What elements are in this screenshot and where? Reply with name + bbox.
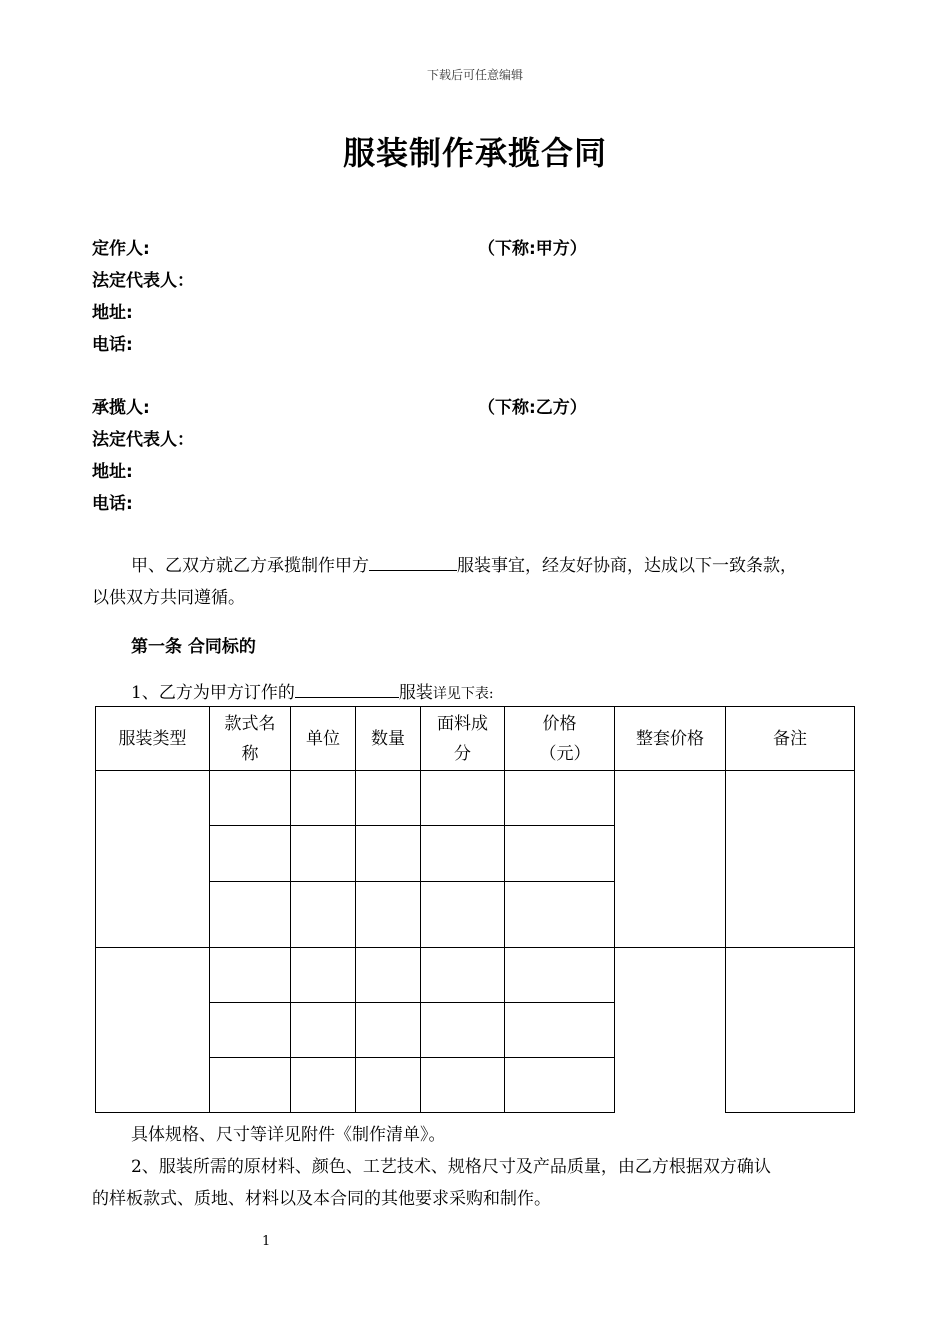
table-header-row (96, 707, 855, 771)
item-2-line-2: 的样板款式、质地、材料以及本合同的其他要求采购和制作。 (92, 1189, 551, 1209)
table-cell[interactable] (505, 881, 615, 947)
section-heading: 第一条 合同标的 (131, 637, 256, 657)
party-b-rep-label: 法定代表人： (92, 430, 194, 450)
table-cell[interactable] (291, 1058, 356, 1113)
table-cell[interactable] (421, 1003, 505, 1058)
table-cell[interactable] (421, 771, 505, 826)
table-cell[interactable] (421, 881, 505, 947)
table-cell[interactable] (210, 1058, 291, 1113)
table-cell[interactable] (291, 1003, 356, 1058)
table-cell[interactable] (356, 948, 421, 1003)
table-cell[interactable] (356, 771, 421, 826)
intro-line-2: 以供双方共同遵循。 (92, 588, 245, 608)
table-cell[interactable] (96, 771, 210, 948)
table-cell[interactable] (505, 1003, 615, 1058)
table-cell[interactable] (726, 948, 855, 1113)
party-a-name-label: 定作人: (92, 239, 150, 259)
table-cell[interactable] (421, 948, 505, 1003)
table-cell[interactable] (291, 771, 356, 826)
table-row (96, 771, 855, 826)
page-title: 服装制作承揽合同 (342, 134, 607, 172)
table-cell[interactable] (210, 1003, 291, 1058)
table-cell[interactable] (356, 1058, 421, 1113)
table-cell[interactable] (210, 948, 291, 1003)
header-cell: 整套价格 (615, 707, 726, 771)
item-2-line-1: 2、服装所需的原材料、颜色、工艺技术、规格尺寸及产品质量，由乙方根据双方确认 (131, 1157, 771, 1177)
table-cell[interactable] (615, 771, 726, 948)
header-cell: 单位 (291, 707, 356, 771)
item-1 (131, 678, 494, 703)
header-cell: 备注 (726, 707, 855, 771)
table-cell[interactable] (210, 771, 291, 826)
party-a-phone-label: 电话: (92, 335, 133, 355)
fill-blank[interactable] (295, 681, 399, 698)
table-cell[interactable] (421, 1058, 505, 1113)
intro-text-after: 服装事宜，经友好协商，达成以下一致条款， (457, 556, 797, 576)
table-cell[interactable] (96, 948, 210, 1113)
table-cell[interactable] (505, 948, 615, 1003)
table-cell[interactable] (356, 881, 421, 947)
party-a-address-label: 地址: (92, 303, 133, 323)
party-b-phone-label: 电话: (92, 494, 133, 514)
table-cell[interactable] (291, 826, 356, 881)
item-1-text-before: 1、乙方为甲方订作的 (131, 683, 295, 703)
fill-blank[interactable] (369, 554, 457, 571)
intro-text-before: 甲、乙双方就乙方承揽制作甲方 (131, 556, 369, 576)
item-1-small-text: 详见下表: (432, 686, 494, 702)
table-gap (615, 948, 726, 1113)
header-cell: 价格（元） (505, 707, 615, 771)
party-a-alias: （下称:甲方） (478, 239, 587, 259)
intro-line-1 (131, 551, 797, 576)
header-cell: 面料成分 (421, 707, 505, 771)
table-cell[interactable] (505, 771, 615, 826)
party-b-name-label: 承揽人: (92, 398, 150, 418)
table-cell[interactable] (291, 881, 356, 947)
table-cell[interactable] (356, 826, 421, 881)
page-number: 1 (262, 1234, 271, 1249)
party-b-alias: （下称:乙方） (478, 398, 587, 418)
item-1-text-after: 服装 (398, 683, 433, 703)
table-cell[interactable] (210, 826, 291, 881)
table-row (96, 948, 855, 1003)
order-table (95, 706, 855, 1113)
table-cell[interactable] (505, 1058, 615, 1113)
table-cell[interactable] (291, 948, 356, 1003)
table-cell[interactable] (210, 881, 291, 947)
after-table-note: 具体规格、尺寸等详见附件《制作清单》。 (131, 1125, 446, 1145)
table-cell[interactable] (356, 1003, 421, 1058)
header-cell: 服装类型 (96, 707, 210, 771)
party-a-rep-label: 法定代表人： (92, 271, 194, 291)
table-cell[interactable] (421, 826, 505, 881)
header-cell: 款式名称 (210, 707, 291, 771)
table-cell[interactable] (726, 771, 855, 948)
party-b-address-label: 地址: (92, 462, 133, 482)
header-cell: 数量 (356, 707, 421, 771)
header-note: 下载后可任意编辑 (426, 68, 523, 82)
table-cell[interactable] (505, 826, 615, 881)
